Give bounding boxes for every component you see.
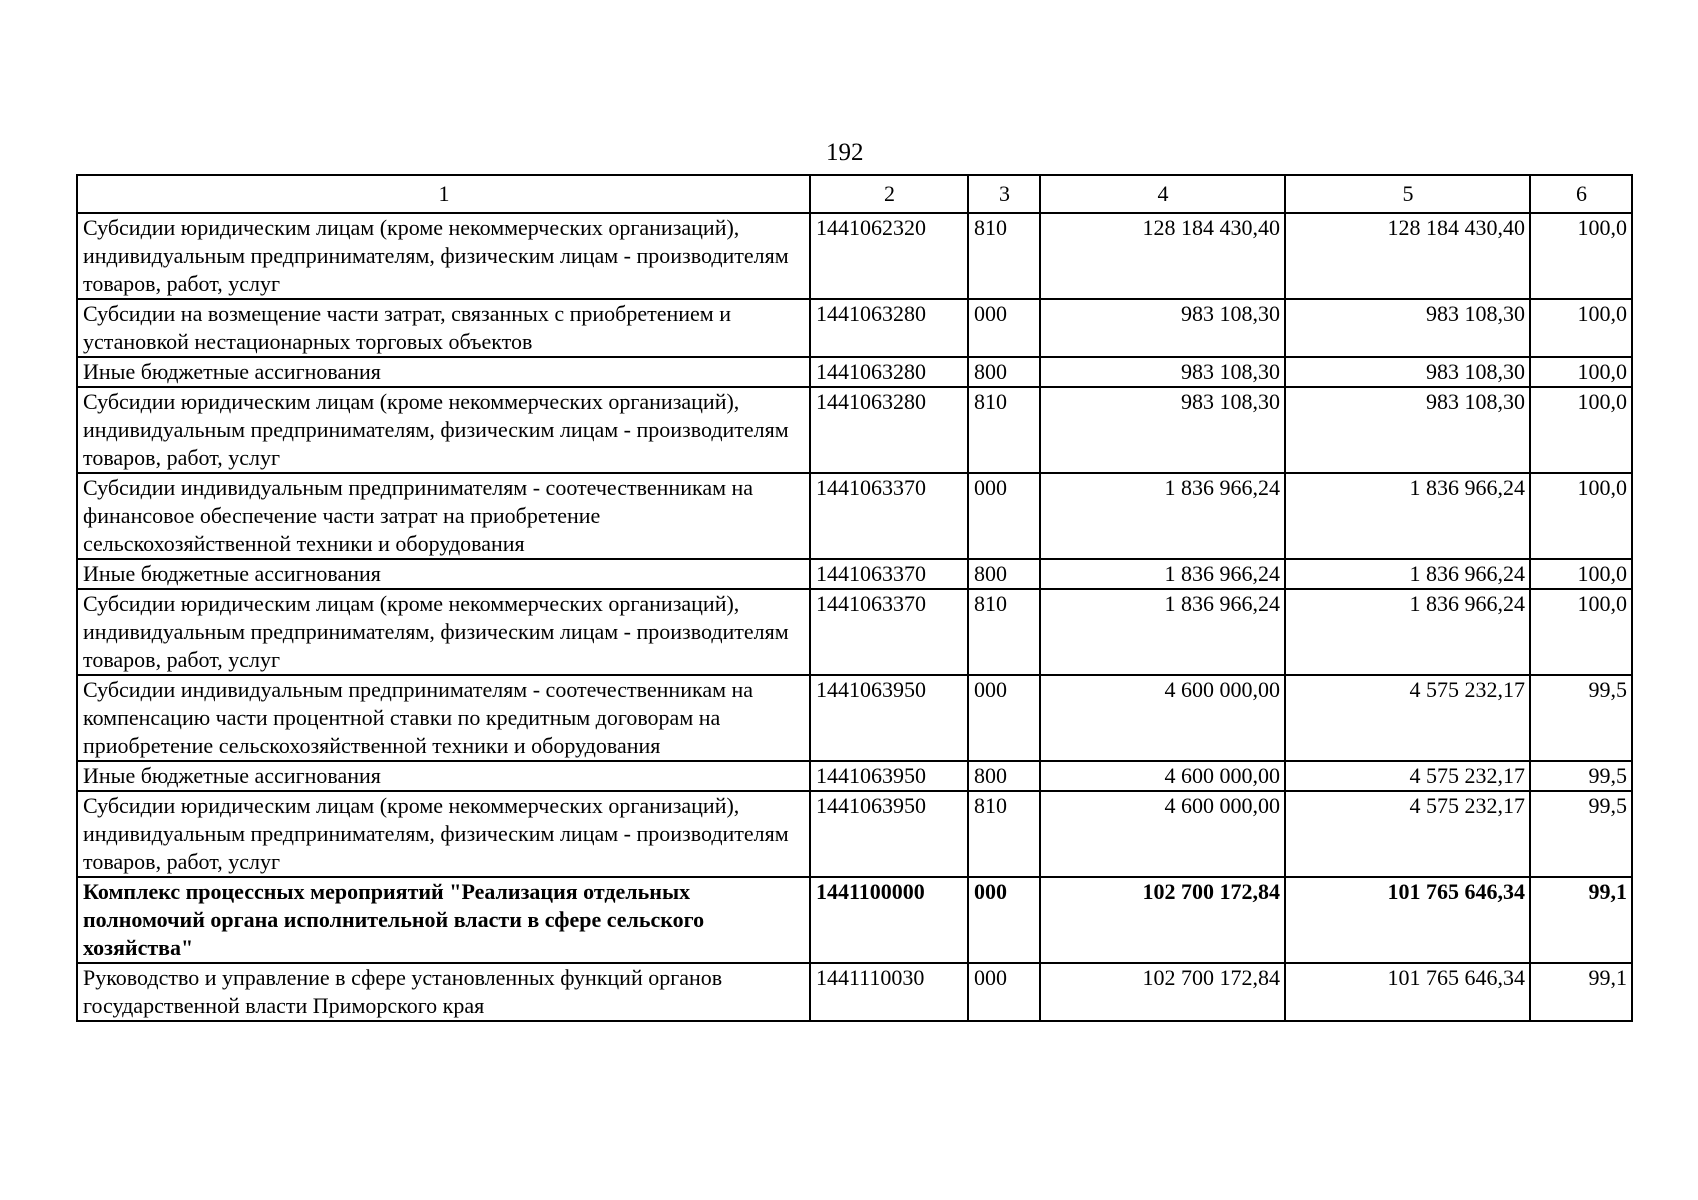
table-body (77, 213, 1632, 1021)
row-name: Иные бюджетные ассигнования (77, 761, 810, 791)
row-planned-amount: 1 836 966,24 (1040, 473, 1285, 559)
row-planned-amount: 4 600 000,00 (1040, 791, 1285, 877)
row-expense-kind: 000 (968, 877, 1040, 963)
row-name: Руководство и управление в сфере установленных функций органов государственной власти Приморского края (77, 963, 810, 1021)
header-col-5: 5 (1285, 175, 1530, 213)
row-planned-amount: 983 108,30 (1040, 299, 1285, 357)
budget-table (76, 174, 1633, 1022)
row-expense-kind: 800 (968, 761, 1040, 791)
row-executed-amount: 983 108,30 (1285, 299, 1530, 357)
row-name: Субсидии юридическим лицам (кроме некоммерческих организаций), индивидуальным предпринимателям, физическим лицам - производителям товаров, работ, услуг (77, 589, 810, 675)
row-code: 1441063280 (810, 387, 968, 473)
table-row (77, 387, 1632, 473)
row-planned-amount: 1 836 966,24 (1040, 559, 1285, 589)
header-col-2: 2 (810, 175, 968, 213)
row-expense-kind: 810 (968, 589, 1040, 675)
header-col-6: 6 (1530, 175, 1632, 213)
table-row (77, 761, 1632, 791)
row-code: 1441063950 (810, 761, 968, 791)
table-row (77, 675, 1632, 761)
row-code: 1441062320 (810, 213, 968, 299)
header-row (77, 175, 1632, 213)
row-execution-percent: 100,0 (1530, 559, 1632, 589)
row-name: Субсидии индивидуальным предпринимателям - соотечественникам на компенсацию части процентной ставки по кредитным договорам на приобретение сельскохозяйственной техники и оборудования (77, 675, 810, 761)
row-executed-amount: 4 575 232,17 (1285, 761, 1530, 791)
row-name: Субсидии индивидуальным предпринимателям - соотечественникам на финансовое обеспечение части затрат на приобретение сельскохозяйственной техники и оборудования (77, 473, 810, 559)
table-row (77, 299, 1632, 357)
row-expense-kind: 000 (968, 473, 1040, 559)
row-planned-amount: 4 600 000,00 (1040, 675, 1285, 761)
row-expense-kind: 800 (968, 559, 1040, 589)
row-name: Субсидии на возмещение части затрат, связанных с приобретением и установкой нестационарных торговых объектов (77, 299, 810, 357)
row-code: 1441063950 (810, 791, 968, 877)
row-expense-kind: 000 (968, 675, 1040, 761)
row-code: 1441110030 (810, 963, 968, 1021)
row-execution-percent: 100,0 (1530, 299, 1632, 357)
table-row (77, 589, 1632, 675)
table-row (77, 559, 1632, 589)
row-execution-percent: 100,0 (1530, 213, 1632, 299)
row-expense-kind: 800 (968, 357, 1040, 387)
row-expense-kind: 810 (968, 213, 1040, 299)
row-execution-percent: 100,0 (1530, 589, 1632, 675)
row-planned-amount: 4 600 000,00 (1040, 761, 1285, 791)
row-execution-percent: 99,1 (1530, 963, 1632, 1021)
page-number: 192 (826, 139, 864, 166)
row-execution-percent: 99,5 (1530, 791, 1632, 877)
row-execution-percent: 100,0 (1530, 473, 1632, 559)
header-col-4: 4 (1040, 175, 1285, 213)
row-executed-amount: 128 184 430,40 (1285, 213, 1530, 299)
table-row (77, 357, 1632, 387)
row-name: Иные бюджетные ассигнования (77, 357, 810, 387)
row-code: 1441063370 (810, 473, 968, 559)
row-code: 1441063280 (810, 299, 968, 357)
row-executed-amount: 4 575 232,17 (1285, 791, 1530, 877)
row-execution-percent: 100,0 (1530, 357, 1632, 387)
row-code: 1441063370 (810, 559, 968, 589)
table-row (77, 213, 1632, 299)
row-executed-amount: 101 765 646,34 (1285, 963, 1530, 1021)
row-execution-percent: 100,0 (1530, 387, 1632, 473)
row-executed-amount: 101 765 646,34 (1285, 877, 1530, 963)
row-name: Иные бюджетные ассигнования (77, 559, 810, 589)
row-execution-percent: 99,5 (1530, 761, 1632, 791)
row-executed-amount: 1 836 966,24 (1285, 473, 1530, 559)
row-expense-kind: 000 (968, 963, 1040, 1021)
row-expense-kind: 810 (968, 791, 1040, 877)
row-planned-amount: 983 108,30 (1040, 387, 1285, 473)
row-executed-amount: 983 108,30 (1285, 357, 1530, 387)
row-name: Субсидии юридическим лицам (кроме некоммерческих организаций), индивидуальным предпринимателям, физическим лицам - производителям товаров, работ, услуг (77, 213, 810, 299)
row-expense-kind: 000 (968, 299, 1040, 357)
row-planned-amount: 983 108,30 (1040, 357, 1285, 387)
row-name: Субсидии юридическим лицам (кроме некоммерческих организаций), индивидуальным предпринимателям, физическим лицам - производителям товаров, работ, услуг (77, 791, 810, 877)
row-planned-amount: 1 836 966,24 (1040, 589, 1285, 675)
row-expense-kind: 810 (968, 387, 1040, 473)
row-name: Субсидии юридическим лицам (кроме некоммерческих организаций), индивидуальным предпринимателям, физическим лицам - производителям товаров, работ, услуг (77, 387, 810, 473)
row-execution-percent: 99,5 (1530, 675, 1632, 761)
row-name: Комплекс процессных мероприятий "Реализация отдельных полномочий органа исполнительной власти в сфере сельского хозяйства" (77, 877, 810, 963)
row-code: 1441063370 (810, 589, 968, 675)
table-row (77, 473, 1632, 559)
row-code: 1441100000 (810, 877, 968, 963)
row-executed-amount: 1 836 966,24 (1285, 589, 1530, 675)
table-row (77, 963, 1632, 1021)
table-row (77, 877, 1632, 963)
header-col-3: 3 (968, 175, 1040, 213)
row-execution-percent: 99,1 (1530, 877, 1632, 963)
table-row (77, 791, 1632, 877)
row-code: 1441063950 (810, 675, 968, 761)
row-planned-amount: 102 700 172,84 (1040, 877, 1285, 963)
row-executed-amount: 983 108,30 (1285, 387, 1530, 473)
row-planned-amount: 128 184 430,40 (1040, 213, 1285, 299)
header-col-1: 1 (77, 175, 810, 213)
row-executed-amount: 4 575 232,17 (1285, 675, 1530, 761)
row-executed-amount: 1 836 966,24 (1285, 559, 1530, 589)
row-planned-amount: 102 700 172,84 (1040, 963, 1285, 1021)
row-code: 1441063280 (810, 357, 968, 387)
